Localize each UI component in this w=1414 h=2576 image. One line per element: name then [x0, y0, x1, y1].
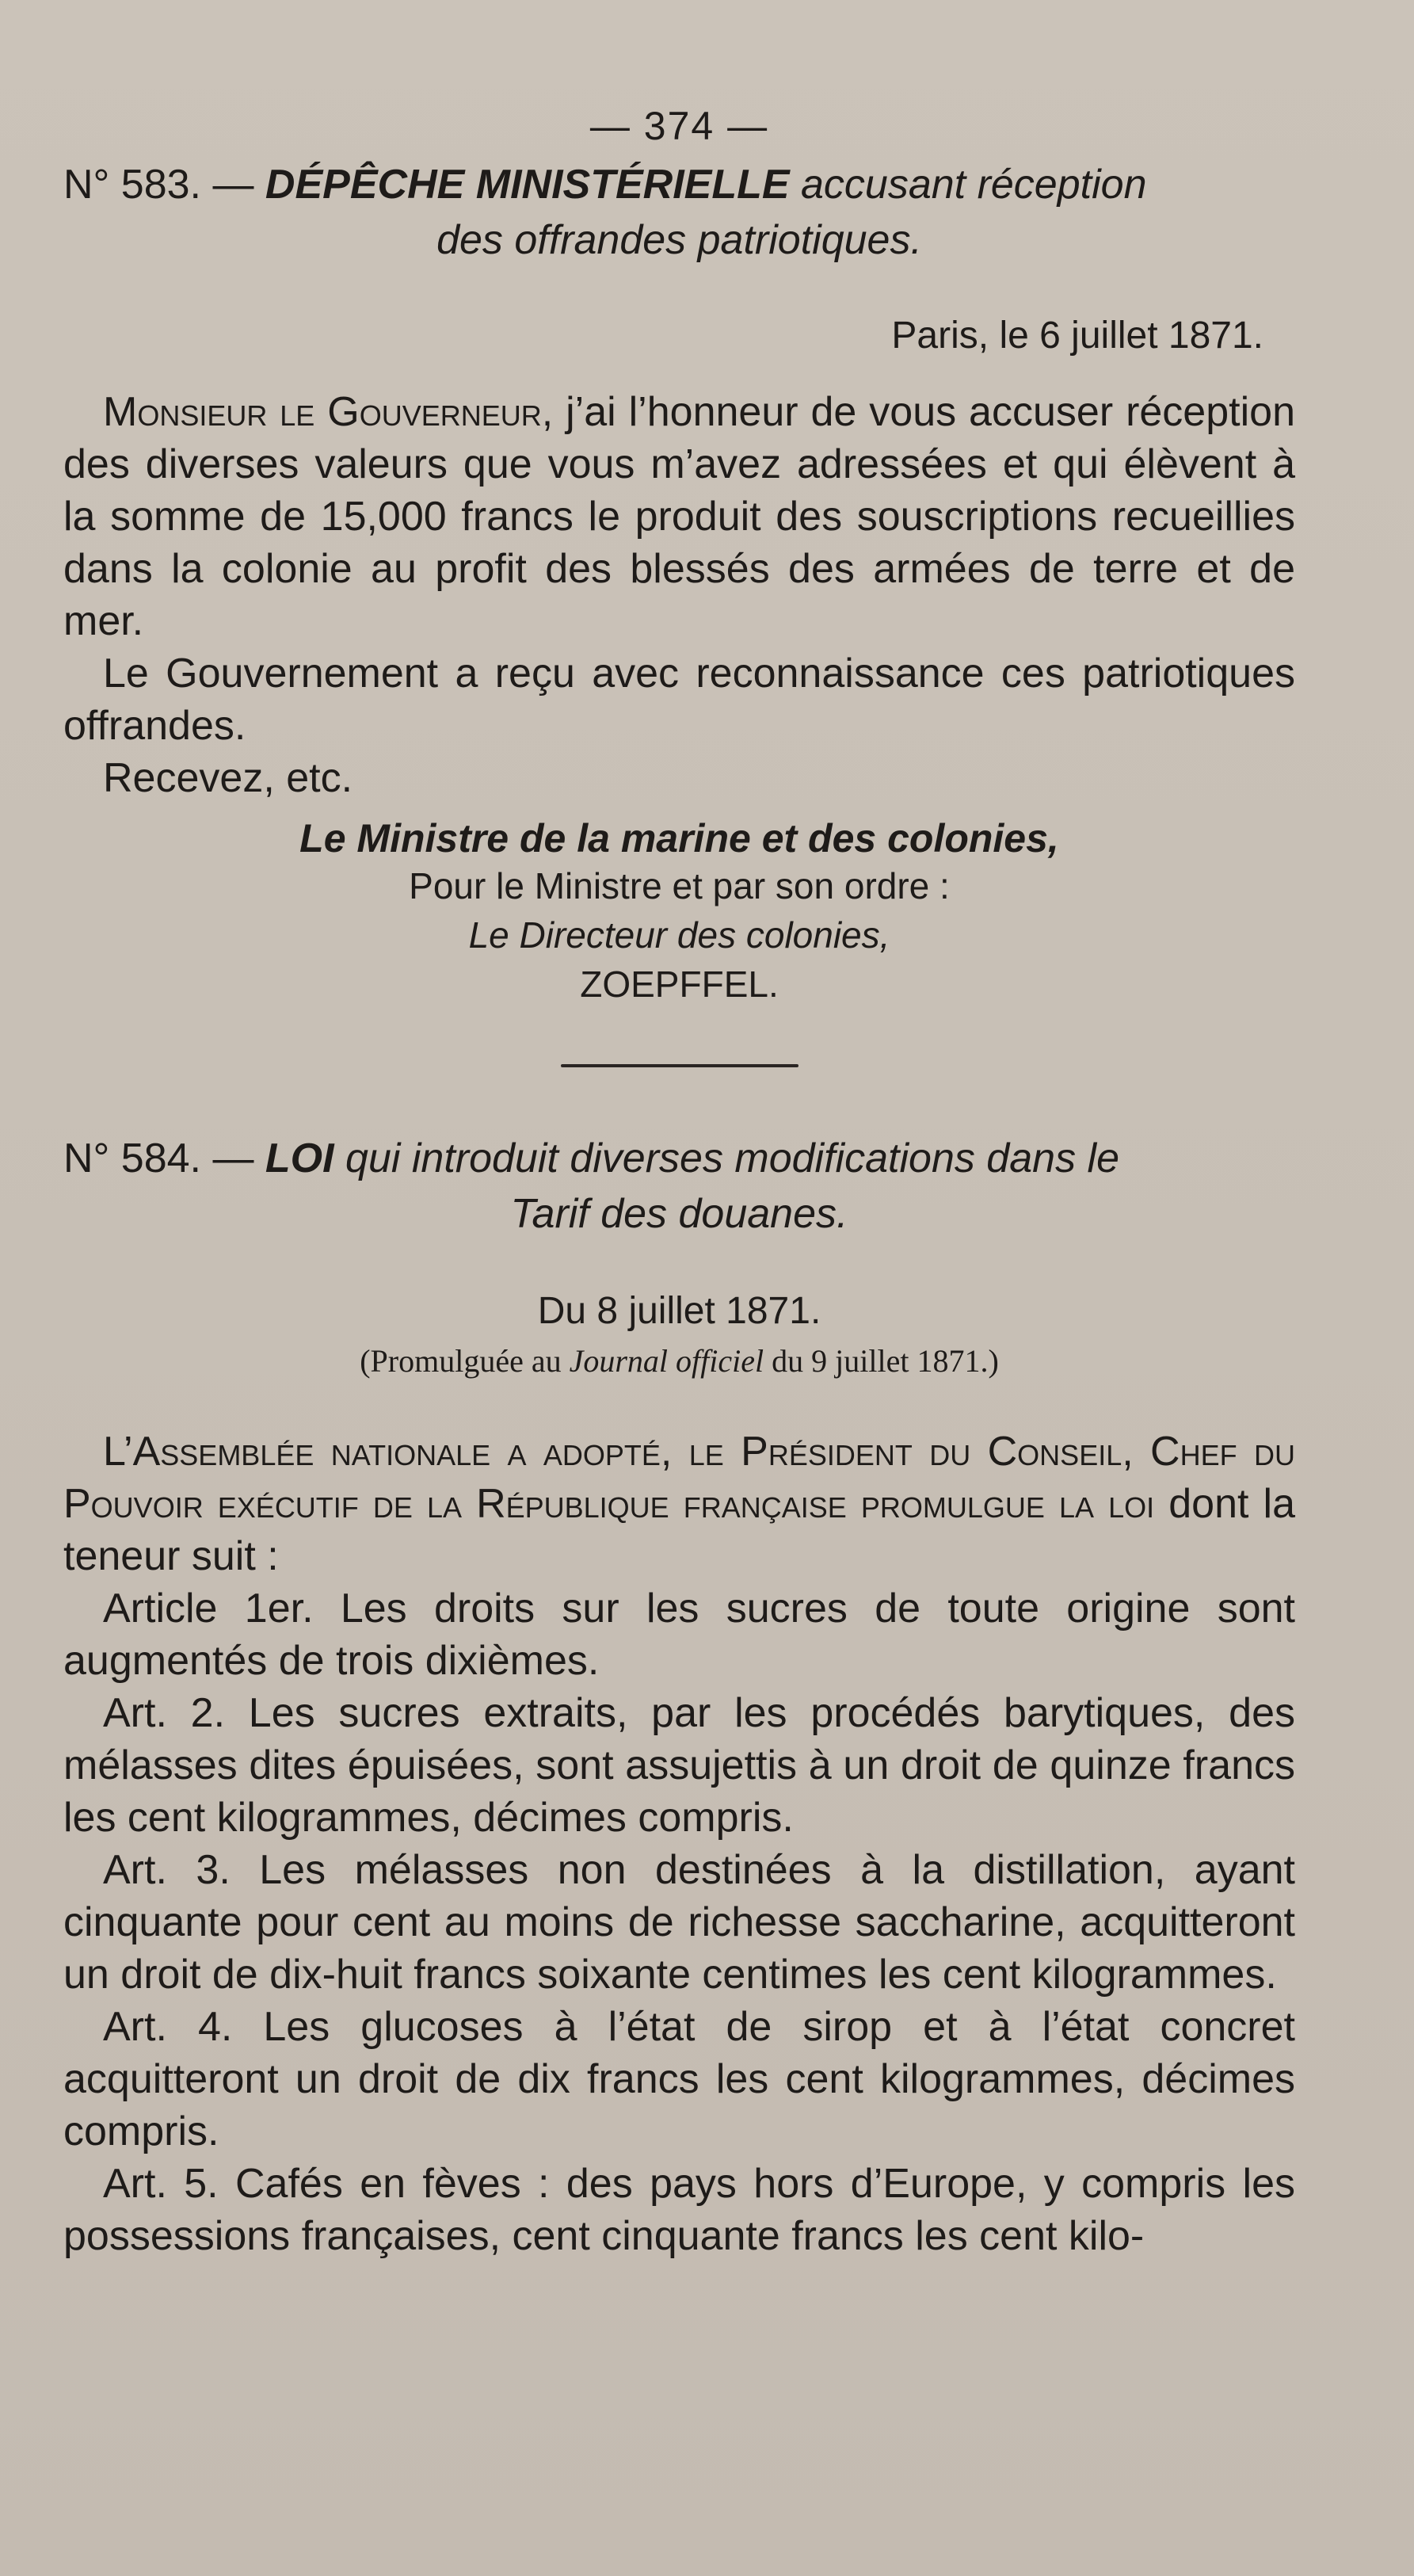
promulgation-journal: Journal officiel [569, 1343, 764, 1379]
signature-title: Le Ministre de la marine et des colonies, [299, 816, 1059, 861]
doc-subtitle-583: des offrandes patriotiques. [436, 217, 922, 263]
promulgation-before: (Promulguée au [360, 1343, 562, 1379]
body-text-1: j’ai l’honneur de vous accuser réception des diverses valeurs que vous m’avez adressées et qui élèvent à la somme de 15,000 francs le produit des souscriptions recueillies dans la colonie au profit des blessés des armées de terre et de mer. [63, 389, 1295, 644]
law-date: Du 8 juillet 1871. [537, 1290, 821, 1332]
article-1: Article 1er. Les droits sur les sucres de toute origine sont augmentés de trois dixièmes. [63, 1586, 1295, 1684]
signature-line-2: Le Directeur des colonies, [468, 914, 890, 956]
body-paragraph-2: Le Gouvernement a reçu avec reconnaissance ces patriotiques offrandes. [63, 651, 1295, 749]
signature-name: ZOEPFFEL. [580, 964, 779, 1005]
heading-584 [63, 1131, 1295, 1186]
section-divider [561, 1064, 798, 1067]
signature-block [63, 815, 1295, 1009]
heading-583 [63, 157, 1295, 212]
salutation: Monsieur le Gouverneur, [103, 389, 554, 435]
doc-title-rest-584: qui introduit diverses modifications dans le [345, 1135, 1119, 1181]
doc-title-584: LOI [265, 1135, 334, 1181]
preamble-smallcaps: L’Assemblée nationale a adopté, le Président du Conseil, Chef du Pouvoir exécutif de la République française promulgue la loi [63, 1429, 1295, 1527]
doc-title-rest-583: accusant réception [801, 162, 1147, 208]
doc-title-583: DÉPÊCHE MINISTÉRIELLE [265, 162, 790, 208]
article-2: Art. 2. Les sucres extraits, par les procédés barytiques, des mélasses dites épuisées, sont assujettis à un droit de quinze francs les cent kilogrammes, décimes compris. [63, 1690, 1295, 1841]
article-4: Art. 4. Les glucoses à l’état de sirop et à l’état concret acquitteront un droit de dix francs les cent kilogrammes, décimes compris. [63, 2004, 1295, 2154]
article-5: Art. 5. Cafés en fèves : des pays hors d’Europe, y compris les possessions françaises, cent cinquante francs les cent kilo- [63, 2161, 1295, 2259]
section-584 [63, 1131, 1295, 2262]
promulgation-after: du 9 juillet 1871.) [772, 1343, 999, 1379]
signature-line-1: Pour le Ministre et par son ordre : [409, 865, 950, 906]
dateline-583: Paris, le 6 juillet 1871. [891, 315, 1263, 357]
preamble [63, 1425, 1295, 1582]
doc-subtitle-584: Tarif des douanes. [510, 1191, 848, 1237]
promulgation-note [63, 1342, 1295, 1380]
page-number: — 374 — [589, 104, 769, 148]
body-paragraph-3: Recevez, etc. [103, 755, 353, 801]
preamble-end: dont la teneur suit : [63, 1481, 1295, 1579]
section-583 [63, 157, 1295, 1009]
doc-number-584: N° 584. — [63, 1135, 254, 1181]
article-3: Art. 3. Les mélasses non destinées à la distillation, ayant cinquante pour cent au moins de richesse saccharine, acquitteront un droit de dix-huit francs soixante centimes les cent kilogrammes. [63, 1847, 1295, 1998]
body-paragraph-1 [63, 386, 1295, 647]
doc-number-583: N° 583. — [63, 162, 254, 208]
